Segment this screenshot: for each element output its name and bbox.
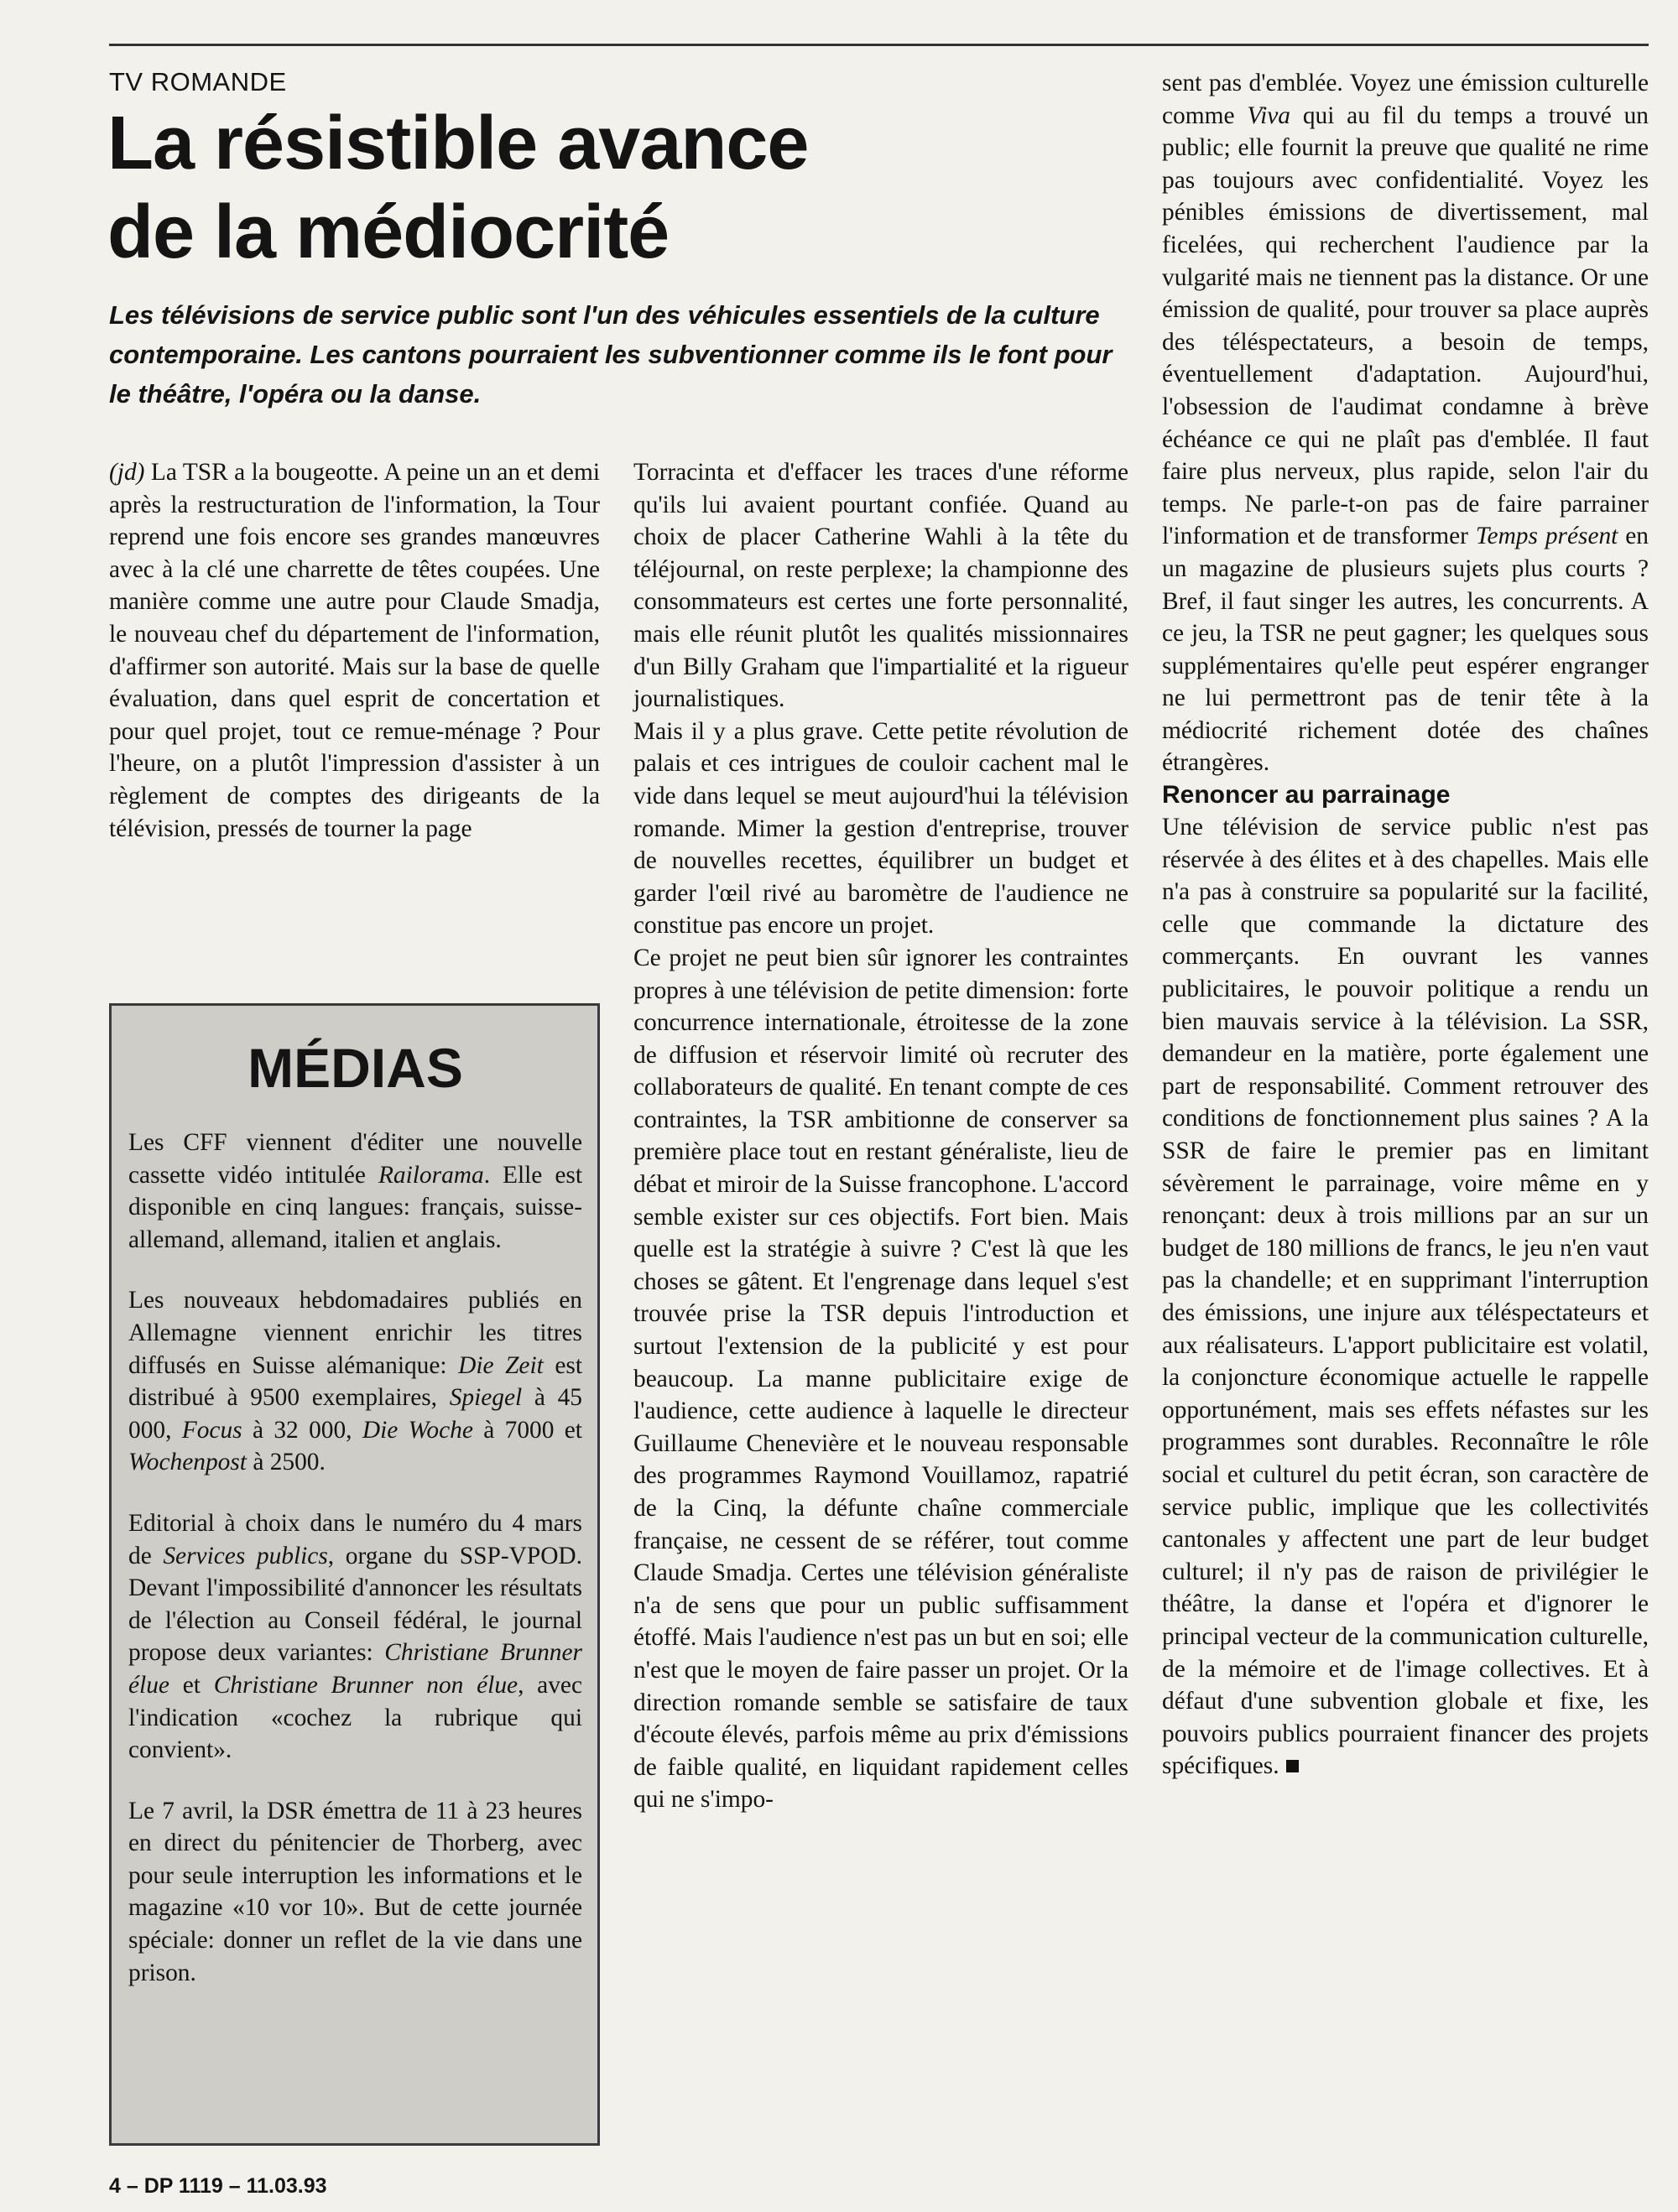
headline-line-1: La résistible avance [107,101,809,185]
headline-line-2: de la médiocrité [107,190,670,274]
article-paragraph: (jd) La TSR a la bougeotte. A peine un an et demi après la restructuration de l'information, la Tour reprend une fois encore ses grandes manœuvres avec à la clé une charrette de têtes coupées. Une manière comme une autre pour Claude Smadja, le nouveau chef du département de l'information, d'affirmer son autorité. Mais sur la base de quelle évaluation, dans quel esprit de concertation et pour quel projet, tout ce remue-ménage ? Pour l'heure, on a plutôt l'impression d'assister à un règlement de comptes des dirigeants de la télévision, pressés de tourner la page [109,459,600,842]
sidebar-item: Les nouveaux hebdomadaires publiés en Allemagne viennent enrichir les titres diffusés en Suisse alémanique: Die Zeit est distribué à 9500 exemplaires, Spiegel à 45 000, Focus à 32 000, Die Woche à 7000 et Wochenpost à 2500. [128,1287,582,1476]
page-footer: 4 – DP 1119 – 11.03.93 [109,2174,327,2198]
show-title: Viva [1247,101,1291,129]
sidebar-item: Le 7 avril, la DSR émettra de 11 à 23 heures en direct du pénitencier de Thorberg, avec pour seule interruption les informations et le magazine «10 vor 10». But de cette journée spéciale: donner un reflet de la vie dans une prison. [128,1797,582,1986]
section-kicker: TV ROMANDE [109,67,287,96]
article-paragraph: Torracinta et d'effacer les traces d'une réforme qu'ils lui avaient pourtant confiée. Quand au choix de placer Catherine Wahli à la tête du téléjournal, on reste perplexe; la championne des consommateurs est certes une forte personnalité, mais elle réunit plutôt les qualités missionnaires d'un Billy Graham que l'impartialité et la rigueur journalistiques. [633,459,1128,713]
article-column-1 [109,456,600,845]
article-column-2 [633,456,1128,1816]
sidebar-title: MÉDIAS [248,1037,463,1099]
end-mark-icon [1286,1760,1299,1772]
author-tag: (jd) [109,459,145,486]
headline [107,99,1148,277]
article-paragraph: sent pas d'emblée. Voyez une émission culturelle comme Viva qui au fil du temps a trouvé un public; elle fournit la preuve que qualité ne rime pas toujours avec confidentialité. Voyez les pénibles émissions de divertissement, mal ficelées, qui recherchent l'audience par la vulgarité mais ne tiennent pas la distance. Or une émission de qualité, pour trouver sa place auprès des téléspectateurs, a besoin de temps, éventuellement d'adaptation. Aujourd'hui, l'obsession de l'audimat condamne à brève échéance ce qui ne plaît pas d'emblée. Il faut faire plus nerveux, plus rapide, selon l'air du temps. Ne parle-t-on pas de faire parrainer l'information et de transformer Temps présent en un magazine de plusieurs sujets plus courts ? Bref, il faut singer les autres, les concurrents. A ce jeu, la TSR ne peut gagner; les quelques sous supplémentaires qu'elle peut espérer engranger ne lui permettront pas de tenir tête à la médiocrité richement dotée des chaînes étrangères. [1162,70,1649,777]
sidebar-item: Les CFF viennent d'éditer une nouvelle cassette vidéo intitulée Railorama. Elle est disponible en cinq langues: français, suisse-allemand, allemand, italien et anglais. [128,1129,582,1253]
medias-sidebar [109,1003,600,2146]
article-paragraph: Une télévision de service public n'est pas réservée à des élites et à des chapelles. Mais elle n'a pas à construire sa popularité sur la facilité, celle que commande la dictature des commerçants. En ouvrant les vannes publicitaires, le pouvoir politique a rendu un bien mauvais service à la télévision. La SSR, demandeur en la matière, porte également une part de responsabilité. Comment retrouver des conditions de fonctionnement plus saines ? A la SSR de faire le premier pas en limitant sévèrement le parrainage, voire même en y renonçant: deux à trois millions par an sur un budget de 180 millions de francs, le jeu n'en vaut pas la chandelle; et en supprimant l'interruption des émissions, une injure aux téléspectateurs et aux réalisateurs. L'apport publicitaire est volatil, la conjoncture économique actuelle le rappelle opportunément, mais ses effets néfastes sur les programmes sont durables. Reconnaître le rôle social et culturel du petit écran, son caractère de service public, implique que les collectivités cantonales y affectent une part de leur budget culturel; il n'y pas de raison de privilégier le théâtre, la danse et l'opéra et d'ignorer le principal vecteur de la communication culturelle, de la mémoire et de l'image collectives. Et à défaut d'une subvention globale et fixe, les pouvoirs publics pourraient financer des projets spécifiques. [1162,814,1649,1780]
top-rule [109,44,1649,46]
sidebar-item: Editorial à choix dans le numéro du 4 mars de Services publics, organe du SSP-VPOD. Devant l'impossibilité d'annoncer les résultats de l'élection au Conseil fédéral, le journal propose deux variantes: Christiane Brunner élue et Christiane Brunner non élue, avec l'indication «cochez la rubrique qui convient». [128,1509,582,1764]
article-paragraph: Mais il y a plus grave. Cette petite révolution de palais et ces intrigues de couloir cachent mal le vide dans lequel se meut aujourd'hui la télévision romande. Mimer la gestion d'entreprise, trouver de nouvelles recettes, équilibrer un budget et garder l'œil rivé au baromètre de l'audience ne constitue pas encore un projet. [633,717,1128,939]
show-title: Temps présent [1475,523,1618,550]
article-paragraph: Ce projet ne peut bien sûr ignorer les contraintes propres à une télévision de petite dimension: forte concurrence internationale, étroitesse de la zone de diffusion et réservoir limité où recruter des collaborateurs de qualité. En tenant compte de ces contraintes, la TSR ambitionne de conserver sa première place tout en restant généraliste, lieu de débat et miroir de la Suisse francophone. L'accord semble exister sur ces objectifs. Fort bien. Mais quelle est la stratégie à suivre ? C'est là que les choses se gâtent. Et l'engrenage dans lequel s'est trouvée prise la TSR depuis l'introduction et surtout l'extension de la publicité y est pour beaucoup. La manne publicitaire exige de l'audience, cette audience à laquelle le directeur Guillaume Chenevière et le nouveau responsable des programmes Raymond Vouillamoz, rapatrié de la Cinq, la défunte chaîne commerciale française, ne cessent de se référer, tout comme Claude Smadja. Certes une télévision généraliste n'a de sens que pour un public suffisamment étoffé. Mais l'audience n'est pas un but en soi; elle n'est que le moyen de faire passer un projet. Or la direction romande semble se satisfaire de taux d'écoute élevés, parfois même au prix d'émissions de faible qualité, en liquidant rapidement celles qui ne s'impo- [633,944,1128,1814]
lead-paragraph: Les télévisions de service public sont l'un des véhicules essentiels de la culture contemporaine. Les cantons pourraient les subventionner comme ils le font pour le théâtre, l'opéra ou la danse. [109,300,1113,409]
subheading: Renoncer au parrainage [1162,781,1451,809]
article-column-3 [1162,67,1649,1783]
